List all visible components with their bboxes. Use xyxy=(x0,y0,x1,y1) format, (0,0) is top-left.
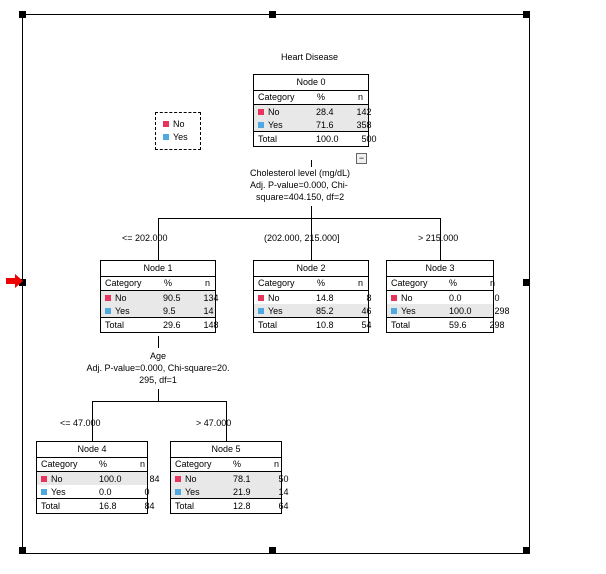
node-2-row-yes-label: Yes xyxy=(268,305,283,316)
node-1-row-no xyxy=(101,291,219,304)
category-swatch-yes-icon xyxy=(258,308,264,314)
node-4[interactable] xyxy=(36,441,160,514)
split-age-line3: 295, df=1 xyxy=(139,375,177,385)
node-5-total-percent: 12.8 xyxy=(233,500,251,511)
branch-label-chol-right: > 215.000 xyxy=(418,233,459,243)
connector-node1-down xyxy=(158,336,159,348)
node-5-row-yes-percent: 21.9 xyxy=(233,486,251,497)
node-4-row-no xyxy=(37,472,160,485)
node-1[interactable] xyxy=(100,260,219,333)
selection-handle-top-right[interactable] xyxy=(523,11,530,18)
connector-node0-down xyxy=(311,160,312,167)
category-swatch-yes-icon xyxy=(105,308,111,314)
column-header-percent: % xyxy=(316,92,325,102)
node-3-row-yes-n: 298 xyxy=(494,305,510,316)
node-2-column-header-category: Category xyxy=(258,278,295,288)
column-header-n: n xyxy=(357,92,363,102)
node-3-title: Node 3 xyxy=(387,261,493,277)
selection-handle-bottom-center[interactable] xyxy=(269,547,276,554)
node-2-header xyxy=(254,277,368,291)
node-0-collapse-button[interactable]: − xyxy=(356,153,367,164)
node-3-total-label: Total xyxy=(391,319,411,330)
node-2-row-no-label: No xyxy=(268,292,280,303)
node-0-header xyxy=(254,91,368,105)
node-0-title: Node 0 xyxy=(254,75,368,91)
node-4-row-no-label: No xyxy=(51,473,63,484)
node-4-total-percent: 16.8 xyxy=(99,500,117,511)
legend-label-yes: Yes xyxy=(173,131,188,142)
legend-swatch-no xyxy=(163,121,169,127)
node-5-total-label: Total xyxy=(175,500,195,511)
node-5-row-yes-n: 14 xyxy=(278,486,289,497)
split-cholesterol-line3: square=404.150, df=2 xyxy=(256,192,345,202)
category-swatch-yes-icon xyxy=(175,489,181,495)
split-cholesterol-line2: Adj. P-value=0.000, Chi- xyxy=(250,180,348,190)
connector-split2-stem xyxy=(158,389,159,401)
node-1-row-yes-label: Yes xyxy=(115,305,130,316)
node-1-title: Node 1 xyxy=(101,261,215,277)
node-5-header xyxy=(171,458,281,472)
node-4-row-yes-percent: 0.0 xyxy=(99,486,112,497)
node-2-column-header-percent: % xyxy=(316,278,325,288)
node-2-total xyxy=(254,317,372,332)
node-3-row-no-label: No xyxy=(401,292,413,303)
node-0-total xyxy=(254,131,377,146)
node-3-row-no-percent: 0.0 xyxy=(449,292,462,303)
node-5-column-header-percent: % xyxy=(233,459,242,469)
node-2-title: Node 2 xyxy=(254,261,368,277)
node-0-row-no xyxy=(254,105,372,118)
node-1-total-label: Total xyxy=(105,319,125,330)
node-1-total-percent: 29.6 xyxy=(163,319,181,330)
category-swatch-yes-icon xyxy=(391,308,397,314)
node-1-column-header-n: n xyxy=(204,278,210,288)
page-title: Heart Disease xyxy=(281,52,339,62)
node-1-row-no-percent: 90.5 xyxy=(163,292,181,303)
node-5-row-yes-label: Yes xyxy=(185,486,200,497)
node-3-total-percent: 59.6 xyxy=(449,319,467,330)
legend-item-yes xyxy=(163,130,200,143)
node-3-total-n: 298 xyxy=(489,319,505,330)
node-4-row-yes-n: 0 xyxy=(144,486,150,497)
node-4-header xyxy=(37,458,147,472)
node-3-column-header-category: Category xyxy=(391,278,428,288)
node-5-row-no-label: No xyxy=(185,473,197,484)
connector-split2-bar xyxy=(92,401,226,402)
node-3-row-no-n: 0 xyxy=(494,292,500,303)
node-4-row-yes xyxy=(37,485,150,498)
legend-label-no: No xyxy=(173,118,185,129)
node-1-row-yes xyxy=(101,304,215,317)
node-3-header xyxy=(387,277,496,291)
node-3-column-header-percent: % xyxy=(449,278,458,288)
node-1-header xyxy=(101,277,215,291)
node-0-row-no-n: 142 xyxy=(356,106,372,117)
selection-handle-top-center[interactable] xyxy=(269,11,276,18)
selection-handle-bottom-right[interactable] xyxy=(523,547,530,554)
category-swatch-yes-icon xyxy=(41,489,47,495)
category-swatch-no-icon xyxy=(105,295,111,301)
node-0-total-percent: 100.0 xyxy=(316,133,339,144)
selection-handle-middle-right[interactable] xyxy=(523,279,530,286)
column-header-category: Category xyxy=(258,92,295,102)
node-2-row-yes-percent: 85.2 xyxy=(316,305,334,316)
node-5-row-no-percent: 78.1 xyxy=(233,473,251,484)
node-4-column-header-n: n xyxy=(140,459,146,469)
node-0[interactable] xyxy=(253,74,377,147)
node-5-row-no-n: 50 xyxy=(278,473,289,484)
node-1-total-n: 148 xyxy=(203,319,219,330)
node-4-total-n: 84 xyxy=(144,500,155,511)
node-3-row-yes xyxy=(387,304,510,317)
node-3-row-no xyxy=(387,291,500,304)
split-age-info xyxy=(32,350,284,386)
category-swatch-no-icon xyxy=(175,476,181,482)
node-3-row-yes-label: Yes xyxy=(401,305,416,316)
node-3-total xyxy=(387,317,505,332)
node-5-column-header-category: Category xyxy=(175,459,212,469)
branch-label-chol-mid: (202.000, 215.000] xyxy=(264,233,340,243)
node-4-row-yes-label: Yes xyxy=(51,486,66,497)
branch-label-age-right: > 47.000 xyxy=(196,418,232,428)
node-0-row-yes-label: Yes xyxy=(268,119,283,130)
branch-label-chol-left: <= 202.000 xyxy=(122,233,168,243)
node-1-row-yes-n: 14 xyxy=(203,305,214,316)
node-5-total-n: 64 xyxy=(278,500,289,511)
connector-split1-bar xyxy=(158,218,440,219)
node-1-row-no-label: No xyxy=(115,292,127,303)
node-5-total xyxy=(171,498,289,513)
category-legend xyxy=(155,112,201,150)
node-0-row-no-label: No xyxy=(268,106,280,117)
category-swatch-no-icon xyxy=(41,476,47,482)
node-1-total xyxy=(101,317,219,332)
node-1-row-yes-percent: 9.5 xyxy=(163,305,176,316)
node-1-column-header-category: Category xyxy=(105,278,142,288)
branch-label-age-left: <= 47.000 xyxy=(60,418,101,428)
node-2-row-yes xyxy=(254,304,372,317)
node-0-row-yes-n: 358 xyxy=(356,119,372,130)
node-2-total-n: 54 xyxy=(361,319,372,330)
node-0-row-no-percent: 28.4 xyxy=(316,106,334,117)
row-selection-marker xyxy=(6,274,24,288)
split-age-line1: Age xyxy=(149,351,166,361)
node-2-column-header-n: n xyxy=(357,278,363,288)
node-3-column-header-n: n xyxy=(490,278,496,288)
node-3[interactable] xyxy=(386,260,510,333)
node-2-total-percent: 10.8 xyxy=(316,319,334,330)
node-2-row-no xyxy=(254,291,372,304)
node-4-column-header-category: Category xyxy=(41,459,78,469)
node-5[interactable] xyxy=(170,441,289,514)
category-swatch-yes-icon xyxy=(258,122,264,128)
node-4-row-no-percent: 100.0 xyxy=(99,473,122,484)
node-5-column-header-n: n xyxy=(274,459,280,469)
connector-split1-stem xyxy=(311,206,312,218)
node-2-row-no-percent: 14.8 xyxy=(316,292,334,303)
split-cholesterol-info xyxy=(250,167,420,203)
node-0-row-yes xyxy=(254,118,372,131)
selection-handle-bottom-left[interactable] xyxy=(19,547,26,554)
category-swatch-no-icon xyxy=(258,109,264,115)
legend-item-no xyxy=(163,117,200,130)
node-5-row-no xyxy=(171,472,289,485)
node-2-row-yes-n: 46 xyxy=(361,305,372,316)
node-2-row-no-n: 8 xyxy=(366,292,372,303)
node-4-row-no-n: 84 xyxy=(149,473,160,484)
node-2-total-label: Total xyxy=(258,319,278,330)
node-0-row-yes-percent: 71.6 xyxy=(316,119,334,130)
node-5-row-yes xyxy=(171,485,289,498)
category-swatch-no-icon xyxy=(258,295,264,301)
node-4-total xyxy=(37,498,155,513)
node-0-total-label: Total xyxy=(258,133,278,144)
node-1-column-header-percent: % xyxy=(163,278,172,288)
node-5-title: Node 5 xyxy=(171,442,281,458)
selection-handle-top-left[interactable] xyxy=(19,11,26,18)
split-cholesterol-line1: Cholesterol level (mg/dL) xyxy=(250,168,351,178)
category-swatch-no-icon xyxy=(391,295,397,301)
node-4-total-label: Total xyxy=(41,500,61,511)
node-0-total-n: 500 xyxy=(361,133,377,144)
node-2[interactable] xyxy=(253,260,372,333)
node-3-row-yes-percent: 100.0 xyxy=(449,305,472,316)
split-age-line2: Adj. P-value=0.000, Chi-square=20. xyxy=(86,363,230,373)
legend-swatch-yes xyxy=(163,134,169,140)
node-4-title: Node 4 xyxy=(37,442,147,458)
node-4-column-header-percent: % xyxy=(99,459,108,469)
node-1-row-no-n: 134 xyxy=(203,292,219,303)
